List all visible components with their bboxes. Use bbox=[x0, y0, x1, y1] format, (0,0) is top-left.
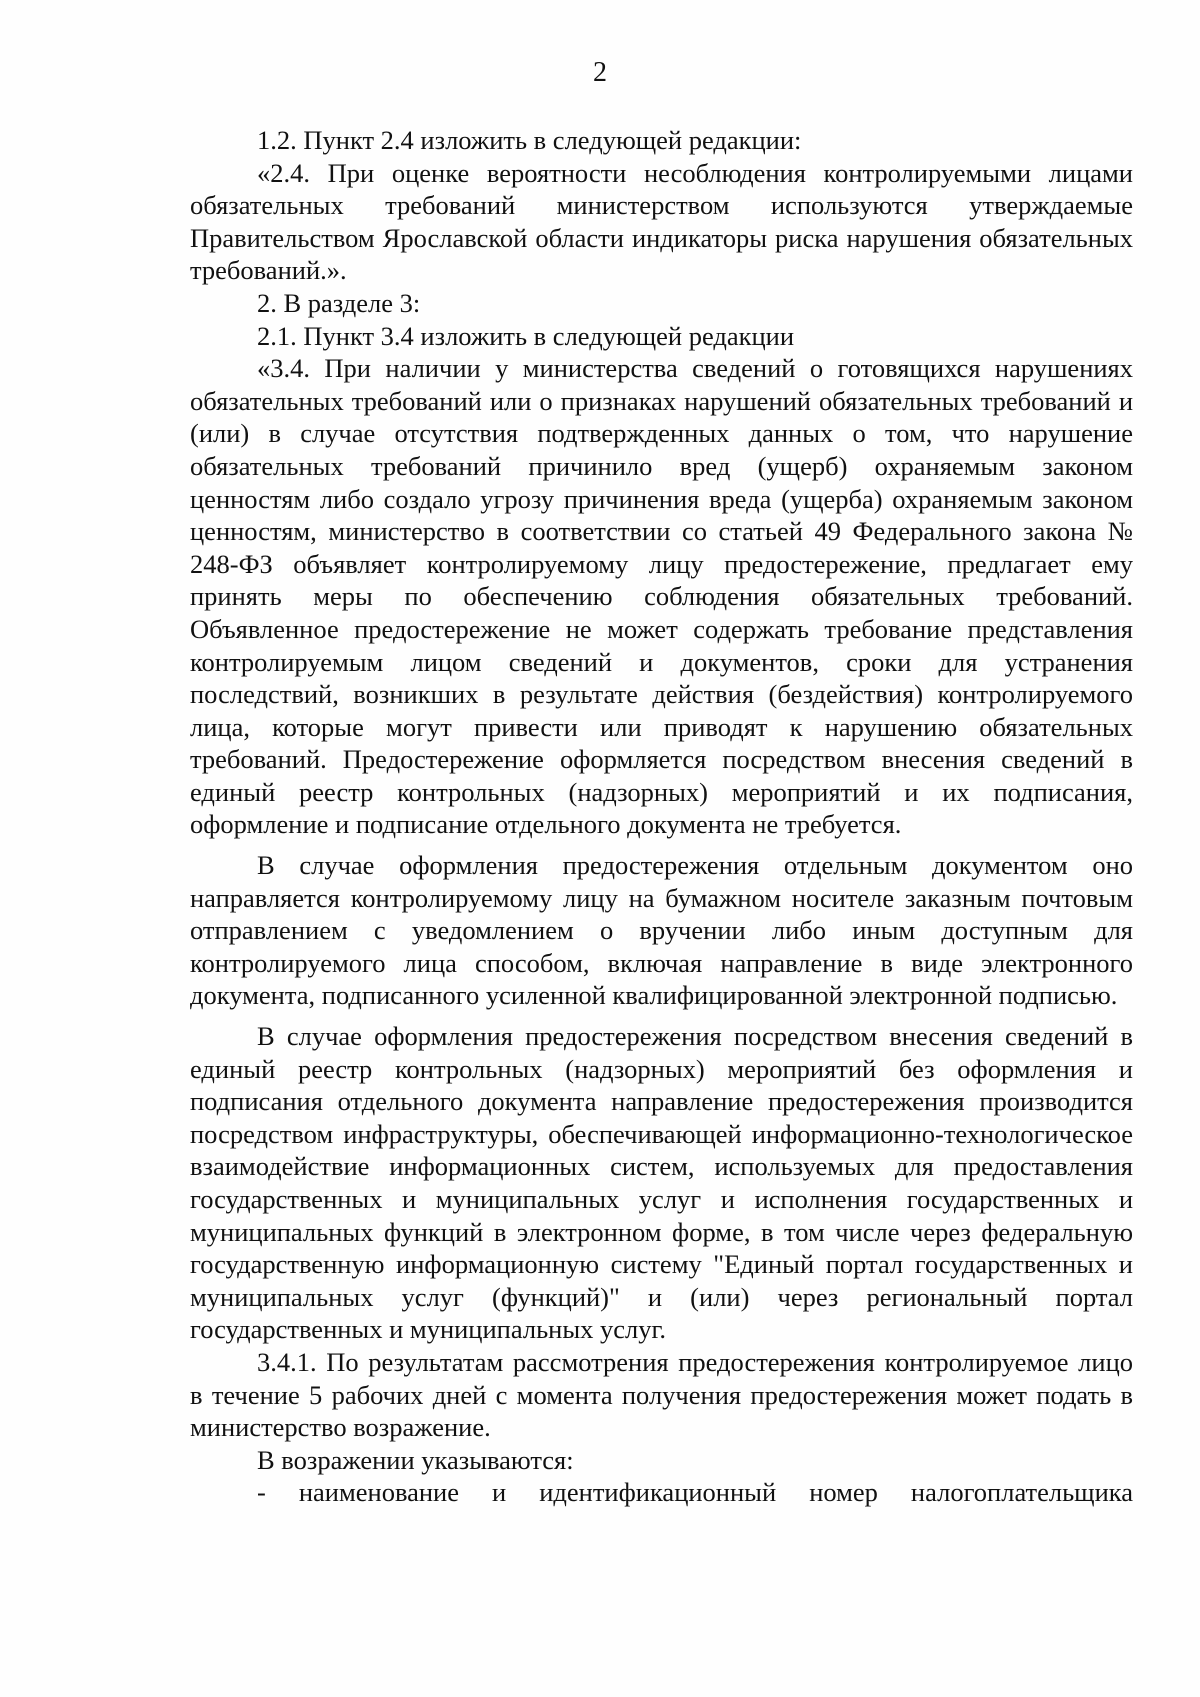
paragraph-2-1-heading: 2.1. Пункт 3.4 изложить в следующей редакции bbox=[257, 320, 795, 351]
paragraph-2-4-text: «2.4. При оценке вероятности несоблюдения контролируемыми лицами обязательных требований министерством используются утверждаемые Правительством Ярославской области индикаторы риска нарушения обязательных требований.». bbox=[190, 157, 1133, 286]
paragraph-1-2-heading: 1.2. Пункт 2.4 изложить в следующей редакции: bbox=[257, 125, 802, 155]
paragraph-objection-contents: В возражении указываются: bbox=[257, 1444, 574, 1475]
paragraph-separate-document: В случае оформления предостережения отдельным документом оно направляется контролируемому лицу на бумажном носителе заказным почтовым отправлением с уведомлением о вручении либо иным доступным для контролируемого лица способом, включая направление в виде электронного документа, подписанного усиленной квалифицированной электронной подписью. bbox=[190, 850, 1133, 1011]
list-item-taxpayer-name: - наименование и идентификационный номер налогоплательщика bbox=[257, 1477, 1133, 1508]
page-number: 2 bbox=[593, 57, 607, 88]
paragraph-3-4-text: «3.4. При наличии у министерства сведений о готовящихся нарушениях обязательных требований или о признаках нарушений обязательных требований и (или) в случае отсутствия подтвержденных данных о том, что нарушение обязательных требований причинило вред (ущерб) охраняемым законом ценностям либо создало угрозу причинения вреда (ущерба) охраняемым законом ценностям, министерство в соответствии со статьей 49 Федерального закона № 248-ФЗ объявляет контролируемому лицу предостережение, предлагает ему принять меры по обеспечению соблюдения обязательных требований. Объявленное предостережение не может содержать требование представления контролируемым лицом сведений и документов, сроки для устранения последствий, возникших в результате действия (бездействия) контролируемого лица, которые могут привести или приводят к нарушению обязательных требований. Предостережение оформляется посредством внесения сведений в единый реестр контрольных (надзорных) мероприятий и их подписания, оформление и подписание отдельного документа не требуется. bbox=[190, 353, 1133, 840]
document-body bbox=[190, 124, 1133, 1509]
paragraph-section-3-heading: 2. В разделе 3: bbox=[257, 287, 421, 318]
paragraph-3-4-1-text: 3.4.1. По результатам рассмотрения предостережения контролируемое лицо в течение 5 рабочих дней с момента получения предостережения может подать в министерство возражение. bbox=[190, 1346, 1133, 1443]
paragraph-registry-delivery: В случае оформления предостережения посредством внесения сведений в единый реестр контрольных (надзорных) мероприятий без оформления и подписания отдельного документа направление предостережения производится посредством инфраструктуры, обеспечивающей информационно-технологическое взаимодействие информационных систем, используемых для предоставления государственных и муниципальных услуг и исполнения государственных и муниципальных функций в электронном форме, в том числе через федеральную государственную информационную систему "Единый портал государственных и муниципальных услуг (функций)" и (или) через региональный портал государственных и муниципальных услуг. bbox=[190, 1021, 1133, 1345]
